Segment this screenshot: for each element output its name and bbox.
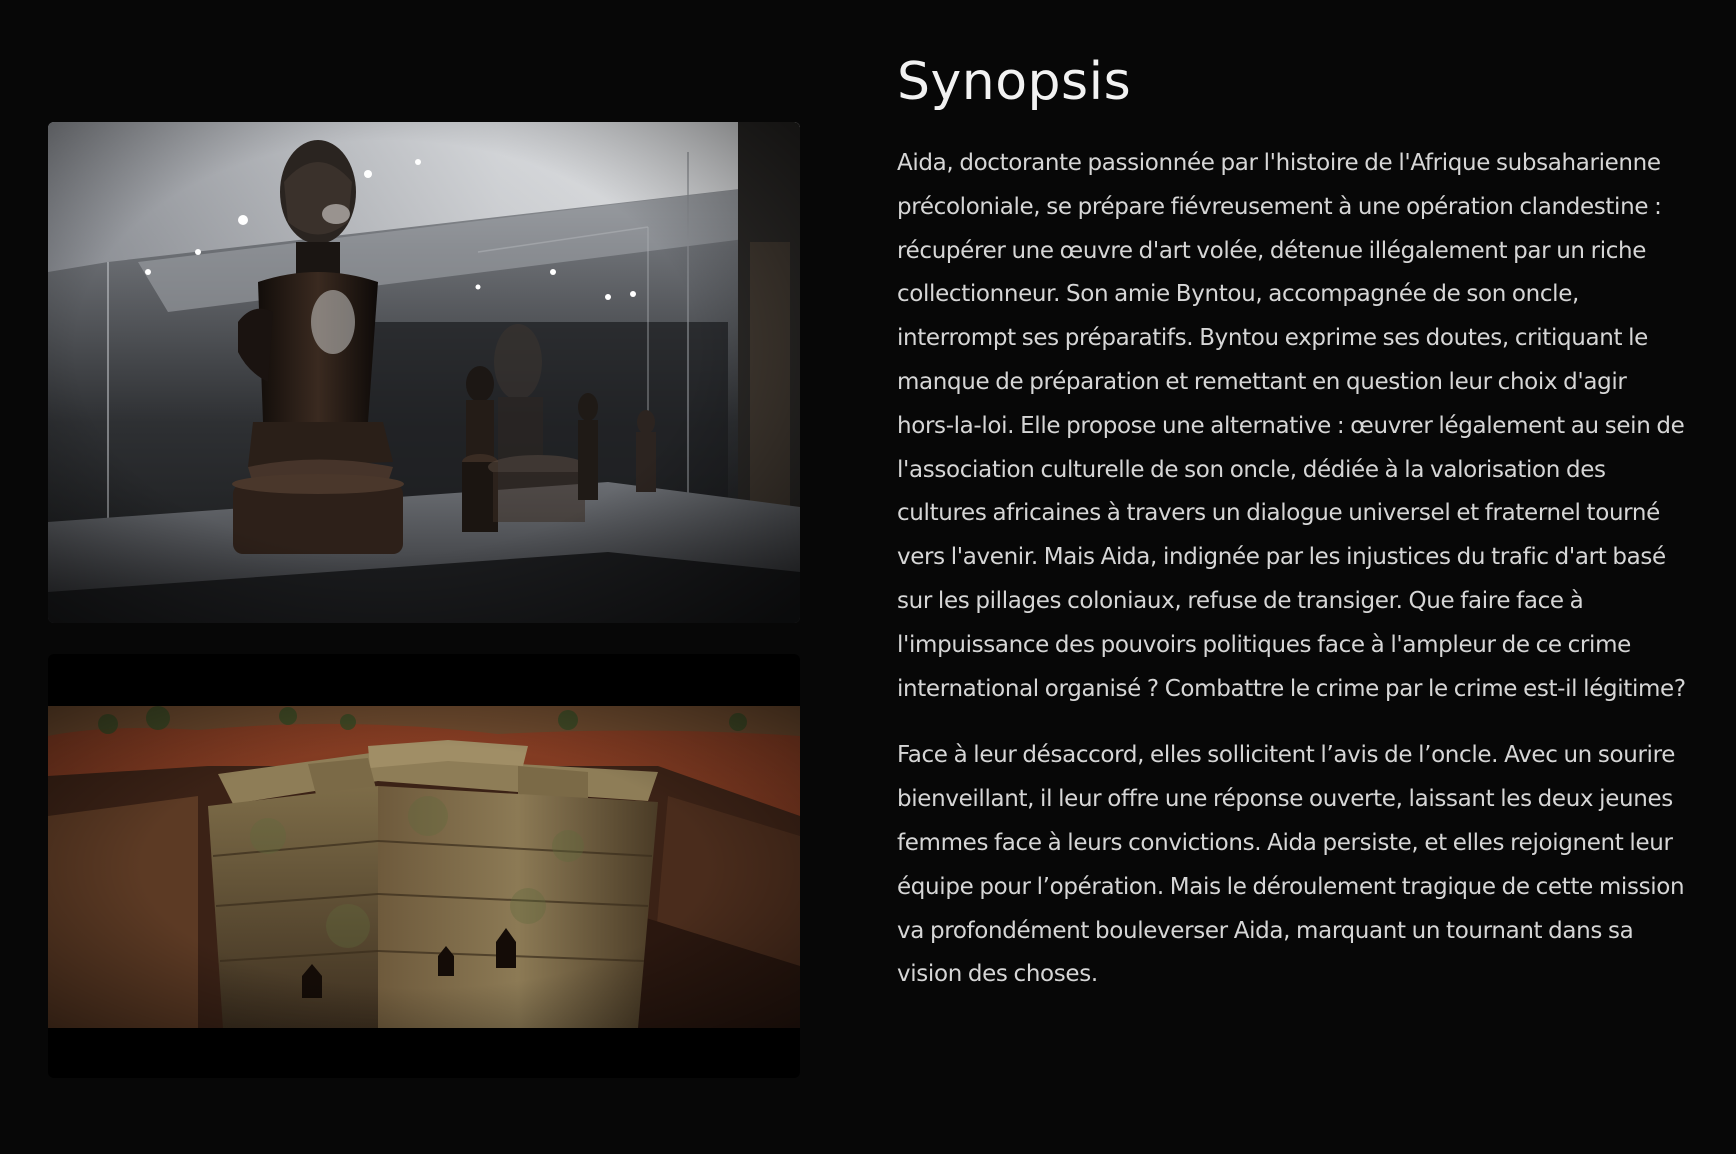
rock-hewn-church-illustration [48,706,800,1028]
museum-sculpture-photo [48,122,800,623]
synopsis-section [897,44,1687,997]
synopsis-body [897,142,1687,997]
rock-hewn-church-photo [48,706,800,1028]
synopsis-paragraph: Aida, doctorante passionnée par l'histoire de l'Afrique subsaharienne précoloniale, se prépare fiévreusement à une opération clandestine : récupérer une œuvre d'art volée, détenue illégalement par un riche collectionneur. Son amie Byntou, accompagnée de son oncle, interrompt ses préparatifs. Byntou exprime ses doutes, critiquant le manque de préparation et remettant en question leur choix d'agir hors-la-loi. Elle propose une alternative : œuvrer légalement au sein de l'association culturelle de son oncle, dédiée à la valorisation des cultures africaines à travers un dialogue universel et fraternel tourné vers l'avenir. Mais Aida, indignée par les injustices du trafic d'art basé sur les pillages coloniaux, refuse de transiger. Que faire face à l'impuissance des pouvoirs politiques face à l'ampleur de ce crime international organisé ? Combattre le crime par le crime est-il légitime? [897,150,1686,702]
museum-sculpture-illustration [48,122,800,623]
synopsis-title: Synopsis [897,52,1132,112]
synopsis-paragraph: Face à leur désaccord, elles sollicitent l’avis de l’oncle. Avec un sourire bienveillant, il leur offre une réponse ouverte, laissant les deux jeunes femmes face à leurs convictions. Aida persiste, et elles rejoignent leur équipe pour l’opération. Mais le déroulement tragique de cette mission va profondément bouleverser Aida, marquant un tournant dans sa vision des choses. [897,742,1685,988]
church-photo-frame [48,654,800,1078]
